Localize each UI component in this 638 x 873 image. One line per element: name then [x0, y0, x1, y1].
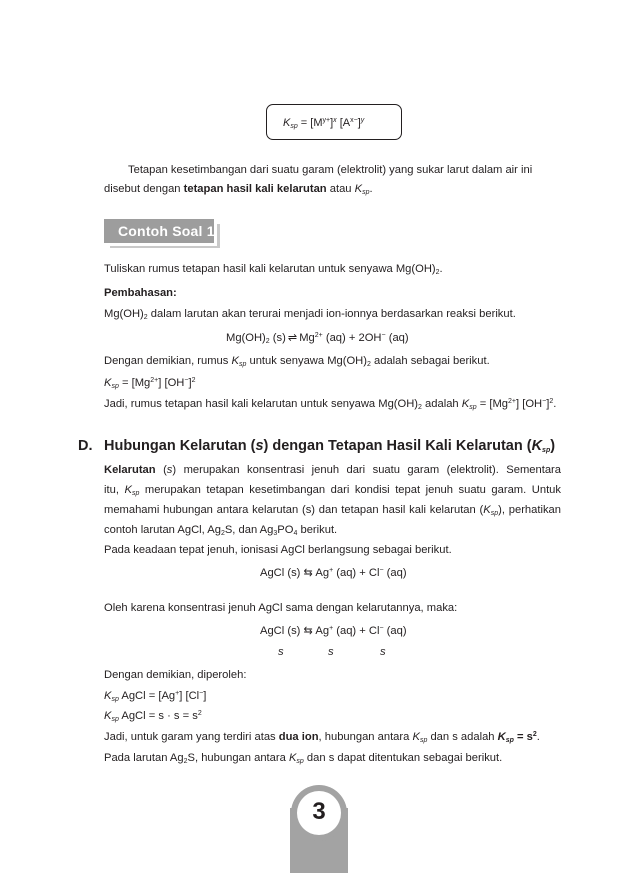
- ksp-agcl-line-2: $K_{sp}$ AgCl = $s \cdot s = s^2$: [104, 710, 202, 723]
- section-para-line-9: Pada larutan $Ag_2S$, hubungan antara $K_{sp}$ dan s dapat ditentukan sebagai berikut.: [104, 752, 503, 765]
- example-line-1: $Mg(OH)_2$ dalam larutan akan terurai menjadi ion-ionnya berdasarkan reaksi berikut.: [104, 308, 516, 321]
- example-ksp-line: $K_{sp} = [Mg^{2+}]$ $[OH^-]^2$: [104, 377, 196, 390]
- example-banner-label: Contoh Soal 1: [118, 223, 215, 239]
- section-para-line-2: itu, $K_{sp}$ merupakan tetapan kesetimbangan dari kondisi tepat jenuh suatu garam. Untuk: [104, 484, 561, 497]
- section-para-line-5: Pada keadaan tepat jenuh, ionisasi AgCl berlangsung sebagai berikut.: [104, 544, 452, 556]
- agcl-equation-2: AgCl (s) ⇆ Ag+ (aq) + Cl− (aq): [260, 625, 407, 637]
- ksp-agcl-line-1: $K_{sp}$ AgCl = [Ag+] [Cl−]: [104, 690, 207, 703]
- section-para-line-3: memahami hubungan antara kelarutan (s) dan tetapan hasil kali kelarutan $(K_{sp})$, perhatikan: [104, 504, 562, 517]
- example-line-2: Dengan demikian, rumus $K_{sp}$ untuk senyawa $Mg(OH)_2$ adalah sebagai berikut.: [104, 355, 490, 368]
- section-para-line-7: Dengan demikian, diperoleh:: [104, 669, 247, 681]
- s-label-cl: s: [380, 646, 386, 658]
- section-para-line-6: Oleh karena konsentrasi jenuh AgCl sama dengan kelarutannya, maka:: [104, 602, 458, 614]
- intro-line-2: disebut dengan tetapan hasil kali kelarutan atau $K_{sp}$.: [104, 183, 373, 196]
- example-conclusion: Jadi, rumus tetapan hasil kali kelarutan untuk senyawa $Mg(OH)_2$ adalah $K_{sp} = [Mg^{2+}]$ $[OH^-]^2$.: [104, 398, 557, 411]
- s-label-agcl: s: [278, 646, 284, 658]
- example-question: Tuliskan rumus tetapan hasil kali kelarutan untuk senyawa $Mg(OH)_2$.: [104, 263, 443, 276]
- section-para-line-1: Kelarutan (s) merupakan konsentrasi jenuh dari suatu garam (elektrolit). Sementara: [104, 464, 561, 476]
- s-label-ag: s: [328, 646, 334, 658]
- section-para-line-4: contoh larutan AgCl, $Ag_2S$, dan $Ag_3PO_4$ berikut.: [104, 524, 338, 537]
- page-number: 3: [312, 798, 326, 825]
- section-letter: D.: [78, 438, 93, 454]
- ksp-formula: $K_{sp} = [M^{y+}]^x$ $[A^{x-}]^y$: [283, 117, 365, 130]
- agcl-equation-1: AgCl (s) ⇆ Ag+ (aq) + Cl− (aq): [260, 567, 407, 579]
- intro-line-1: Tetapan kesetimbangan dari suatu garam (elektrolit) yang sukar larut dalam air ini: [128, 164, 533, 176]
- pembahasan-heading: Pembahasan:: [104, 287, 177, 299]
- section-title: Hubungan Kelarutan (s) dengan Tetapan Hasil Kali Kelarutan $(K_{sp})$: [104, 438, 556, 454]
- section-para-line-8: Jadi, untuk garam yang terdiri atas dua ion, hubungan antara $K_{sp}$ dan s adalah $K_{sp} = s^2$.: [104, 731, 540, 744]
- reaction-equation: $Mg(OH)_2$ (s) ⇌ $Mg^{2+}$ (aq) + 2OH− (aq): [226, 332, 409, 345]
